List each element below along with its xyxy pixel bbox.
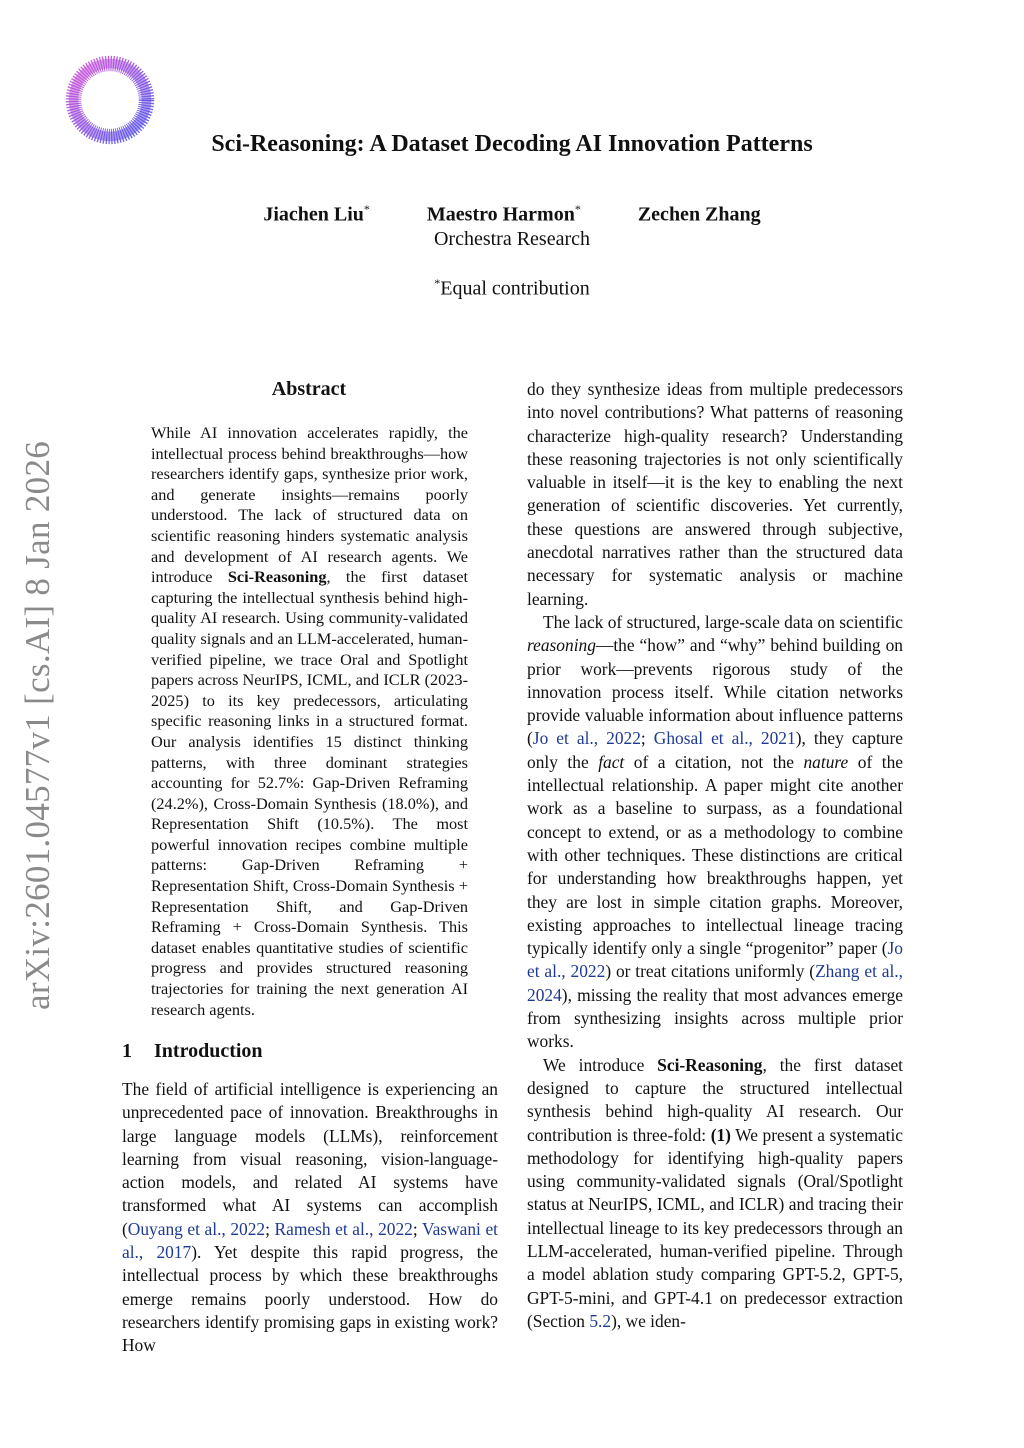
- paragraph: The field of artificial intelligence is experiencing an unprecedented pace of innovation. Breakthroughs in large language models (LLMs), reinforcement learning from visual reasoning, vision-language-action models, and related AI systems have transformed what AI systems can accomplish (Ouyang et al., 2022; Ramesh et al., 2022; Vaswani et al., 2017). Yet despite this rapid progress, the intellectual process by which these breakthroughs emerge remains poorly understood. How do researchers identify promising gaps in existing work? How: [122, 1079, 499, 1356]
- author-list: [0, 202, 1024, 227]
- right-column-text: [527, 378, 903, 1333]
- left-column-text: [122, 1078, 498, 1358]
- section-link[interactable]: 5.2: [589, 1310, 612, 1331]
- citation-link[interactable]: Jo et al., 2022: [532, 728, 641, 749]
- citation-link[interactable]: Ghosal et al., 2021: [653, 728, 796, 749]
- citation-link[interactable]: Vaswani et al., 2017: [122, 1218, 498, 1263]
- author: Jiachen Liu*: [263, 202, 370, 226]
- affiliation: Orchestra Research: [433, 228, 591, 250]
- arxiv-identifier: arXiv:2601.04577v1 [cs.AI] 8 Jan 2026: [18, 440, 57, 1010]
- abstract-heading: Abstract: [271, 378, 347, 400]
- citation-link[interactable]: Zhang et al., 2024: [527, 961, 904, 1005]
- paper-title: Sci-Reasoning: A Dataset Decoding AI Innovation Patterns: [211, 131, 813, 157]
- abstract-body: While AI innovation accelerates rapidly, the intellectual process behind breakthroughs—how researchers identify gaps, synthesize prior work, and generate insights—remains poorly understood. The lack of structured data on scientific reasoning hinders systematic analysis and development of AI research agents. We introduce Sci-Reasoning, the first dataset capturing the intellectual synthesis behind high-quality AI research. Using community-validated quality signals and an LLM-accelerated, human-verified pipeline, we trace Oral and Spotlight papers across NeurIPS, ICML, and ICLR (2023-2025) to its key predecessors, articulating specific reasoning links in a structured format. Our analysis identifies 15 distinct thinking patterns, with three dominant strategies accounting for 52.7%: Gap-Driven Reframing (24.2%), Cross-Domain Synthesis (18.0%), and Representation Shift (10.5%). The most powerful innovation recipes combine multiple patterns: Gap-Driven Reframing + Representation Shift, Cross-Domain Synthesis + Representation Shift, and Gap-Driven Reframing + Cross-Domain Synthesis. This dataset enables quantitative studies of scientific progress and provides structured reasoning trajectories for training the next generation AI research agents.: [151, 423, 468, 1019]
- citation-link[interactable]: Ouyang et al., 2022: [127, 1218, 266, 1239]
- author: Maestro Harmon*: [426, 202, 581, 226]
- paragraph: We introduce Sci-Reasoning, the first dataset designed to capture the structured intellectual synthesis behind high-quality AI research. Our contribution is three-fold: (1) We present a systematic methodology for identifying high-quality papers using community-validated signals (Oral/Spotlight status at NeurIPS, ICML, and ICLR) and tracing their intellectual lineage to its key predecessors through an LLM-accelerated, human-verified pipeline. Through a model ablation study comparing GPT-5.2, GPT-5, GPT-5-mini, and GPT-4.1 on predecessor extraction (Section 5.2), we iden-: [527, 1054, 904, 1331]
- citation-link[interactable]: Ramesh et al., 2022: [274, 1218, 413, 1239]
- paragraph: The lack of structured, large-scale data on scientific reasoning—the “how” and “why” behind building on prior work—prevents rigorous study of the innovation process itself. While citation networks provide valuable information about influence patterns (Jo et al., 2022; Ghosal et al., 2021), they capture only the fact of a citation, not the nature of the intellectual relationship. A paper might cite another work as a baseline to surpass, as a foundational concept to extend, or as a methodology to combine with other techniques. These distinctions are critical for understanding how breakthroughs happen, yet they are lost in simple citation graphs. Moreover, existing approaches to intellectual lineage tracing typically identify only a single “progenitor” paper (Jo et al., 2022) or treat citations uniformly (Zhang et al., 2024), missing the reality that most advances emerge from synthesizing insights across multiple prior works.: [527, 611, 904, 1052]
- author: Zechen Zhang: [637, 203, 761, 226]
- section-heading: 1 Introduction: [122, 1040, 263, 1062]
- equal-contribution-note: *Equal contribution: [434, 276, 590, 300]
- paragraph: do they synthesize ideas from multiple predecessors into novel contributions? What patterns of reasoning characterize high-quality research? Understanding these reasoning trajectories is not only scientifically valuable in itself—it is the key to enabling the next generation of scientific discoveries. Yet currently, these questions are answered through subjective, anecdotal narratives rather than the structured data necessary for systematic analysis or machine learning.: [527, 379, 903, 609]
- citation-link[interactable]: Jo et al., 2022: [527, 938, 903, 982]
